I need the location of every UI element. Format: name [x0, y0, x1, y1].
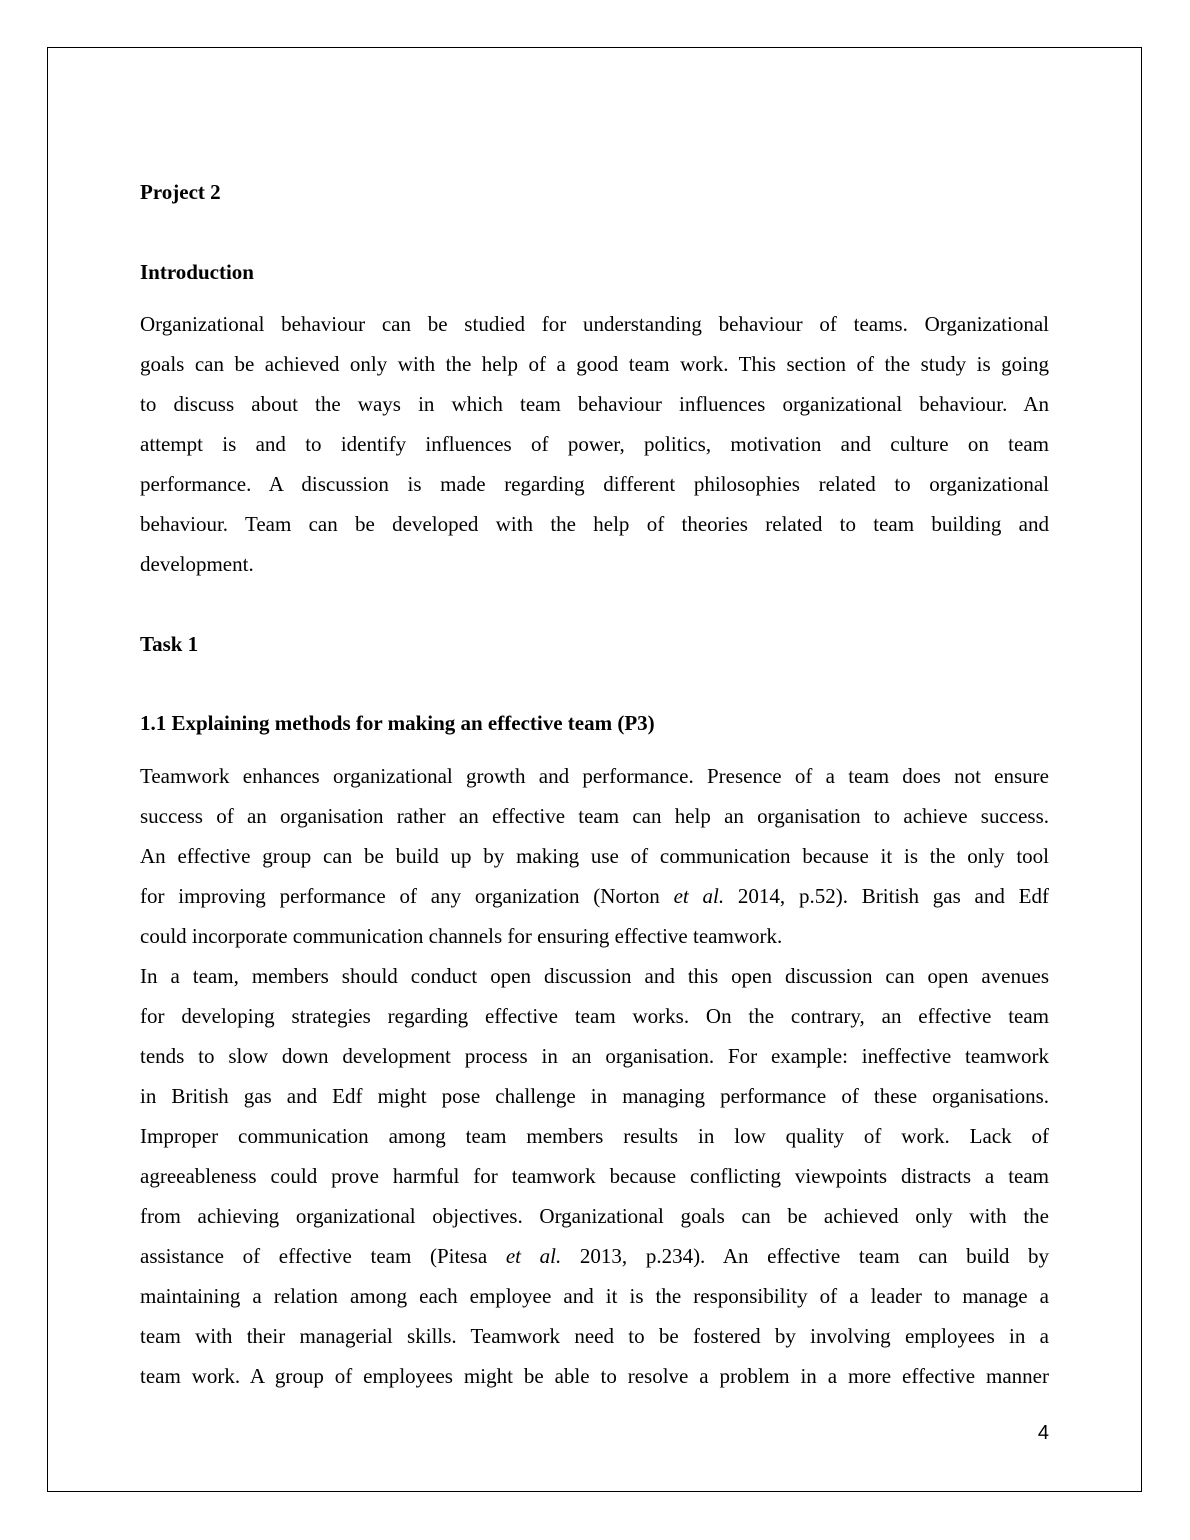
- text-line: Improper communication among team members results in low quality of work. Lack of: [140, 1124, 1049, 1148]
- text-line: to discuss about the ways in which team behaviour influences organizational behaviour. An: [140, 392, 1049, 416]
- text-line: assistance of effective team (Pitesa et al. 2013, p.234). An effective team can build by: [140, 1244, 1049, 1268]
- paragraph-team-discussion: [140, 956, 1049, 1396]
- text-line: maintaining a relation among each employee and it is the responsibility of a leader to manage a: [140, 1284, 1049, 1308]
- text-line: attempt is and to identify influences of power, politics, motivation and culture on team: [140, 432, 1049, 456]
- project-title: Project 2: [140, 180, 221, 204]
- text-line: team work. A group of employees might be able to resolve a problem in a more effective manner: [140, 1364, 1049, 1388]
- text-line: for developing strategies regarding effective team works. On the contrary, an effective team: [140, 1004, 1049, 1028]
- text-line: agreeableness could prove harmful for teamwork because conflicting viewpoints distracts a team: [140, 1164, 1049, 1188]
- text-line: from achieving organizational objectives. Organizational goals can be achieved only with the: [140, 1204, 1049, 1228]
- text-line: development.: [140, 552, 254, 576]
- text-line: for improving performance of any organization (Norton et al. 2014, p.52). British gas and Edf: [140, 884, 1049, 908]
- text-line: could incorporate communication channels for ensuring effective teamwork.: [140, 924, 783, 948]
- text-line: goals can be achieved only with the help of a good team work. This section of the study is going: [140, 352, 1049, 376]
- task-heading: Task 1: [140, 632, 199, 656]
- text-line: tends to slow down development process in an organisation. For example: ineffective teamwork: [140, 1044, 1049, 1068]
- introduction-paragraph: [140, 304, 1049, 584]
- text-line: behaviour. Team can be developed with the help of theories related to team building and: [140, 512, 1049, 536]
- text-line: team with their managerial skills. Teamwork need to be fostered by involving employees in a: [140, 1324, 1049, 1348]
- section-heading: 1.1 Explaining methods for making an effective team (P3): [140, 711, 655, 735]
- text-line: performance. A discussion is made regarding different philosophies related to organizational: [140, 472, 1049, 496]
- paragraph-communication: [140, 756, 1049, 956]
- text-line: In a team, members should conduct open discussion and this open discussion can open avenues: [140, 964, 1049, 988]
- text-line: Organizational behaviour can be studied for understanding behaviour of teams. Organizational: [140, 312, 1049, 336]
- text-line: in British gas and Edf might pose challenge in managing performance of these organisations.: [140, 1084, 1049, 1108]
- text-line: Teamwork enhances organizational growth and performance. Presence of a team does not ensure: [140, 764, 1049, 788]
- text-line: An effective group can be build up by making use of communication because it is the only tool: [140, 844, 1049, 868]
- text-line: success of an organisation rather an effective team can help an organisation to achieve success.: [140, 804, 1049, 828]
- introduction-heading: Introduction: [140, 260, 254, 284]
- page-number: 4: [1037, 1422, 1049, 1444]
- citation-italic: et al.: [673, 884, 725, 908]
- citation-italic: et al.: [505, 1244, 562, 1268]
